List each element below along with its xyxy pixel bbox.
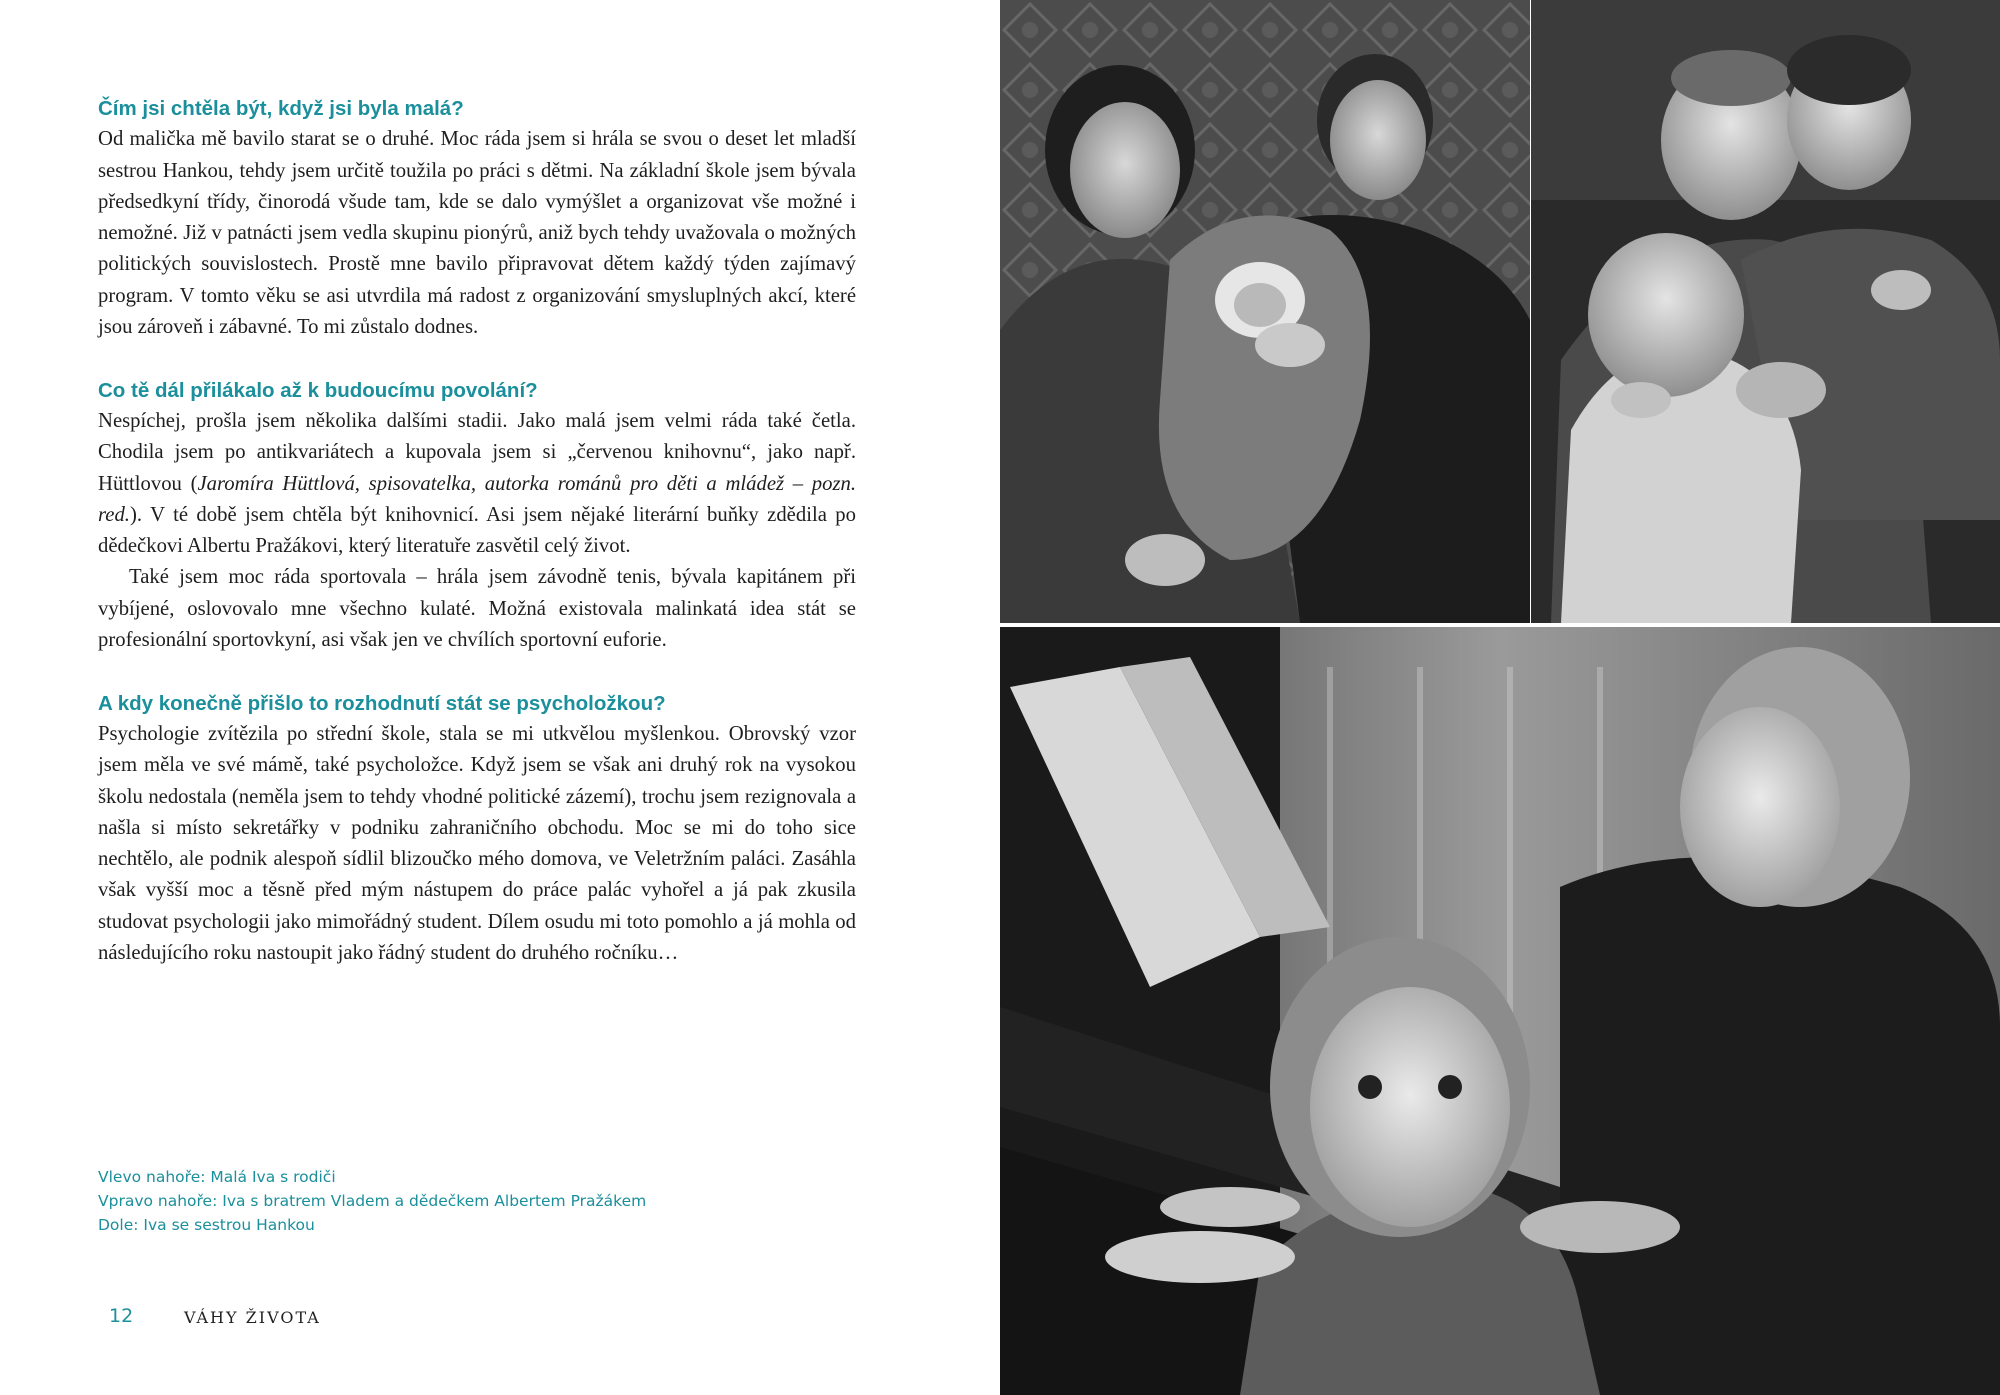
section-psychology: [98, 688, 856, 970]
editor-note: Jaromíra Hüttlová, spisovatelka, autorka románů pro děti a mládež – pozn. red.: [98, 472, 857, 526]
photo-iva-with-parents-image: [1000, 0, 1530, 623]
photo-iva-with-sister: [1000, 627, 2000, 1395]
running-title: VÁHY ŽIVOTA: [184, 1308, 321, 1327]
section-profession: [98, 375, 856, 657]
photo-iva-with-sister-image: [1000, 627, 2000, 1395]
paragraph: Od malička mě bavilo starat se o druhé. Moc ráda jsem si hrála se svou o deset let mladší sestrou Hankou, tehdy jsem určitě toužila po práci s dětmi. Na základní škole jsem bývala předsedkyní třídy, činorodá všude tam, kde se dalo vymýšlet a organizovat vše možné i nemožné. Již v patnácti jsem vedla skupinu pionýrů, aniž bych tehdy uvažovala o možných politických souvislostech. Prostě mne bavilo připravovat dětem každý týden zajímavý program. V tomto věku se asi utvrdila má radost z organizování smysluplných akcí, které jsou zároveň i zábavné. To mi zůstalo dodnes.: [98, 128, 856, 339]
article-body: [98, 93, 856, 1001]
paragraph-text: Nespíchej, prošla jsem několika dalšími stadii. Jako malá jsem velmi ráda také četla. Chodila jsem po antikvariátech a kupovala jsem si „červenou knihovnu“, jako např. Hüttlovou (: [98, 409, 856, 495]
section-heading: Čím jsi chtěla být, když jsi byla malá?: [98, 97, 464, 120]
photo-iva-with-brother-and-grandfather: [1531, 0, 2000, 623]
paragraph: Také jsem moc ráda sportovala – hrála jsem závodně tenis, bývala kapitánem při vybíjené, oslovovalo mne všechno kulaté. Možná existovala malinkatá idea stát se profesionální sportovkyní, asi však jen ve chvílích sportovní euforie.: [98, 566, 856, 652]
caption-top-left: Vlevo nahoře: Malá Iva s rodiči: [98, 1168, 336, 1186]
paragraph-text: ). V té době jsem chtěla být knihovnicí. Asi jsem nějaké literární buňky zdědila po dědečkovi Albertu Pražákovi, který literatuře zasvětil celý život.: [98, 503, 856, 558]
caption-top-right: Vpravo nahoře: Iva s bratrem Vladem a dědečkem Albertem Pražákem: [98, 1192, 647, 1210]
photo-iva-with-brother-and-grandfather-image: [1531, 0, 2000, 623]
paragraph: Psychologie zvítězila po střední škole, stala se mi utkvělou myšlenkou. Obrovský vzor jsem měla ve své mámě, také psycholožce. Když jsem se však ani druhý rok na vysokou školu nedostala (neměla jsem to tehdy vhodné politické zázemí), trochu jsem rezignovala a našla si místo sekretářky v podniku zahraničního obchodu. Moc se mi do toho sice nechtělo, ale podnik alespoň sídlil blizoučko mého domova, ve Veletržním paláci. Zasáhla však vyšší moc a těsně před mým nástupem do práce palác vyhořel a já pak zkusila studovat psychologii jako mimořádný student. Dílem osudu mi toto pomohlo a já mohla od následujícího roku nastoupit jako řádný student do druhého ročníku…: [98, 722, 856, 965]
photo-iva-with-parents: [1000, 0, 1530, 623]
section-childhood: [98, 93, 856, 343]
section-heading: A kdy konečně přišlo to rozhodnutí stát se psycholožkou?: [98, 691, 666, 715]
paragraph: [98, 406, 856, 562]
section-heading: Co tě dál přilákalo až k budoucímu povolání?: [98, 378, 538, 402]
page-number: 12: [109, 1305, 134, 1327]
photo-captions: [98, 1165, 646, 1237]
right-page-photos: [1000, 0, 2000, 1395]
caption-bottom: Dole: Iva se sestrou Hankou: [98, 1216, 315, 1234]
